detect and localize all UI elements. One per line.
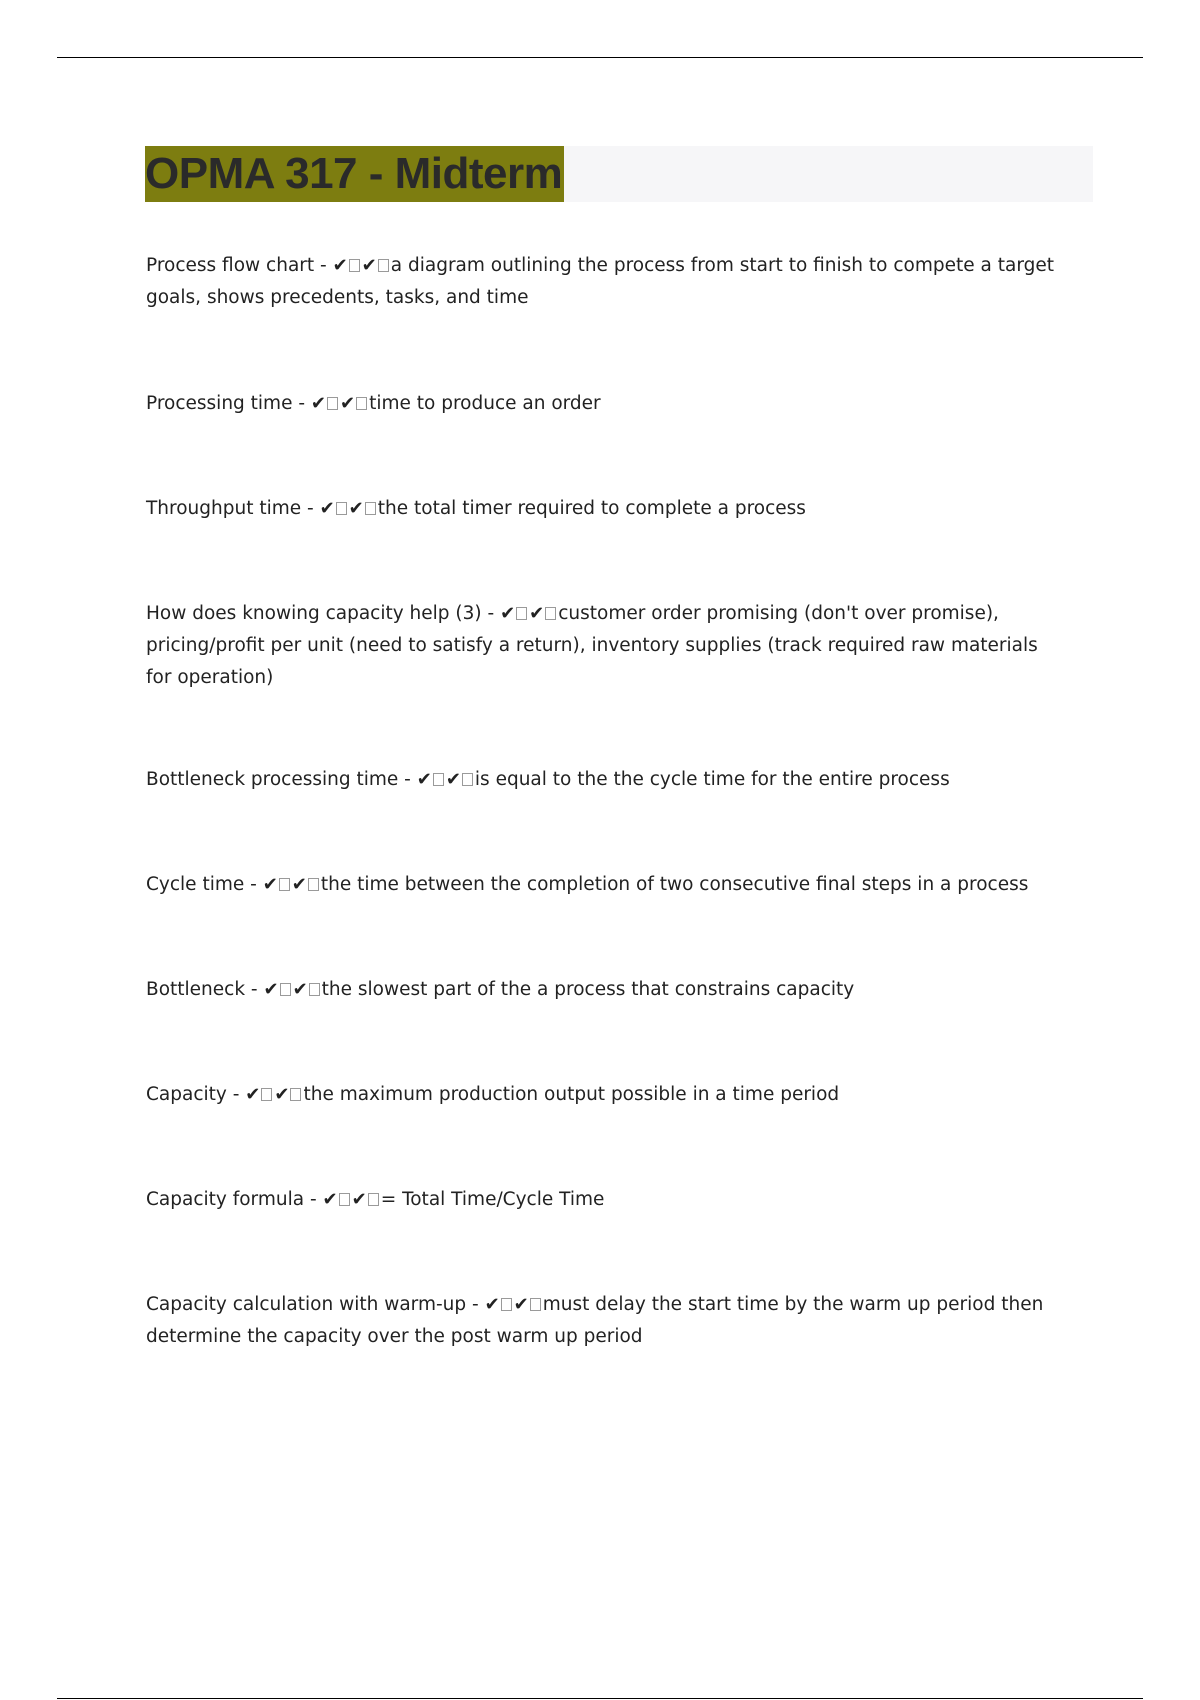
- check-marks: [485, 1294, 543, 1315]
- check-marks: [500, 603, 558, 624]
- check-icon: ✔: [291, 874, 307, 895]
- separator: -: [301, 498, 320, 519]
- box-icon: [308, 878, 319, 891]
- check-icon: ✔: [245, 1084, 261, 1105]
- check-icon: ✔: [332, 255, 348, 276]
- check-icon: ✔: [310, 393, 326, 414]
- definition: customer order promising (don't over promise), pricing/profit per unit (need to satisfy a return), inventory supplies (track required raw materials for operation): [146, 603, 1038, 688]
- flashcard-entry: [146, 1079, 1066, 1111]
- separator: -: [304, 1189, 323, 1210]
- separator: -: [244, 874, 263, 895]
- term: Bottleneck: [146, 979, 246, 1000]
- box-icon: [530, 1298, 541, 1311]
- definition: is equal to the the cycle time for the entire process: [474, 769, 950, 790]
- separator: -: [292, 393, 311, 414]
- flashcard-entry: [146, 869, 1066, 901]
- check-icon: ✔: [416, 769, 432, 790]
- definition: the maximum production output possible in a time period: [303, 1084, 840, 1105]
- definition: = Total Time/Cycle Time: [380, 1189, 605, 1210]
- box-icon: [280, 983, 291, 996]
- separator: -: [314, 255, 333, 276]
- check-icon: ✔: [351, 1189, 367, 1210]
- flashcard-entry: [146, 1289, 1066, 1353]
- term: How does knowing capacity help (3): [146, 603, 482, 624]
- top-rule: [57, 57, 1143, 58]
- check-icon: ✔: [274, 1084, 290, 1105]
- box-icon: [279, 878, 290, 891]
- check-marks: [245, 1084, 303, 1105]
- check-icon: ✔: [500, 603, 516, 624]
- check-icon: ✔: [292, 979, 308, 1000]
- flashcard-entry: [146, 764, 1066, 796]
- flashcard-entry: [146, 493, 1066, 525]
- check-icon: ✔: [348, 498, 364, 519]
- check-marks: [417, 769, 475, 790]
- definition: the total timer required to complete a process: [377, 498, 806, 519]
- box-icon: [433, 773, 444, 786]
- term: Bottleneck processing time: [146, 769, 399, 790]
- box-icon: [290, 1088, 301, 1101]
- check-icon: ✔: [361, 255, 377, 276]
- check-icon: ✔: [262, 874, 278, 895]
- box-icon: [336, 502, 347, 515]
- check-icon: ✔: [445, 769, 461, 790]
- check-icon: ✔: [263, 979, 279, 1000]
- check-icon: ✔: [484, 1294, 500, 1315]
- separator: -: [481, 603, 501, 624]
- box-icon: [462, 773, 473, 786]
- separator: -: [226, 1084, 246, 1105]
- box-icon: [261, 1088, 272, 1101]
- term: Throughput time: [146, 498, 302, 519]
- box-icon: [516, 607, 527, 620]
- definition: a diagram outlining the process from start to finish to compete a target goals, shows precedents, tasks, and time: [146, 255, 1054, 308]
- check-marks: [263, 874, 321, 895]
- box-icon: [368, 1193, 379, 1206]
- term: Processing time: [146, 393, 293, 414]
- definition: time to produce an order: [369, 393, 601, 414]
- box-icon: [327, 397, 338, 410]
- check-icon: ✔: [340, 393, 356, 414]
- separator: -: [466, 1294, 485, 1315]
- check-marks: [263, 979, 321, 1000]
- box-icon: [356, 397, 367, 410]
- box-icon: [339, 1193, 350, 1206]
- box-icon: [349, 259, 360, 272]
- box-icon: [365, 502, 376, 515]
- check-icon: ✔: [322, 1189, 338, 1210]
- check-marks: [333, 255, 391, 276]
- term: Capacity formula: [146, 1189, 305, 1210]
- term: Process flow chart: [146, 255, 315, 276]
- box-icon: [501, 1298, 512, 1311]
- separator: -: [398, 769, 417, 790]
- flashcard-entry: [146, 974, 1066, 1006]
- page-title: OPMA 317 - Midterm: [145, 146, 564, 202]
- check-marks: [311, 393, 369, 414]
- flashcard-entry: [146, 598, 1066, 694]
- check-marks: [320, 498, 378, 519]
- term: Capacity: [146, 1084, 227, 1105]
- flashcard-entry: [146, 1184, 1066, 1216]
- box-icon: [545, 607, 556, 620]
- check-icon: ✔: [319, 498, 335, 519]
- term: Cycle time: [146, 874, 245, 895]
- definition: the slowest part of the a process that constrains capacity: [321, 979, 855, 1000]
- flashcard-entry: [146, 388, 1066, 420]
- definition: must delay the start time by the warm up period then determine the capacity over the post warm up period: [146, 1294, 1044, 1347]
- box-icon: [378, 259, 389, 272]
- check-marks: [323, 1189, 381, 1210]
- separator: -: [245, 979, 264, 1000]
- flashcard-entry: [146, 250, 1066, 314]
- box-icon: [309, 983, 320, 996]
- check-icon: ✔: [513, 1294, 529, 1315]
- term: Capacity calculation with warm-up: [146, 1294, 467, 1315]
- bottom-rule: [57, 1698, 1143, 1699]
- definition: the time between the completion of two consecutive final steps in a process: [320, 874, 1029, 895]
- check-icon: ✔: [529, 603, 545, 624]
